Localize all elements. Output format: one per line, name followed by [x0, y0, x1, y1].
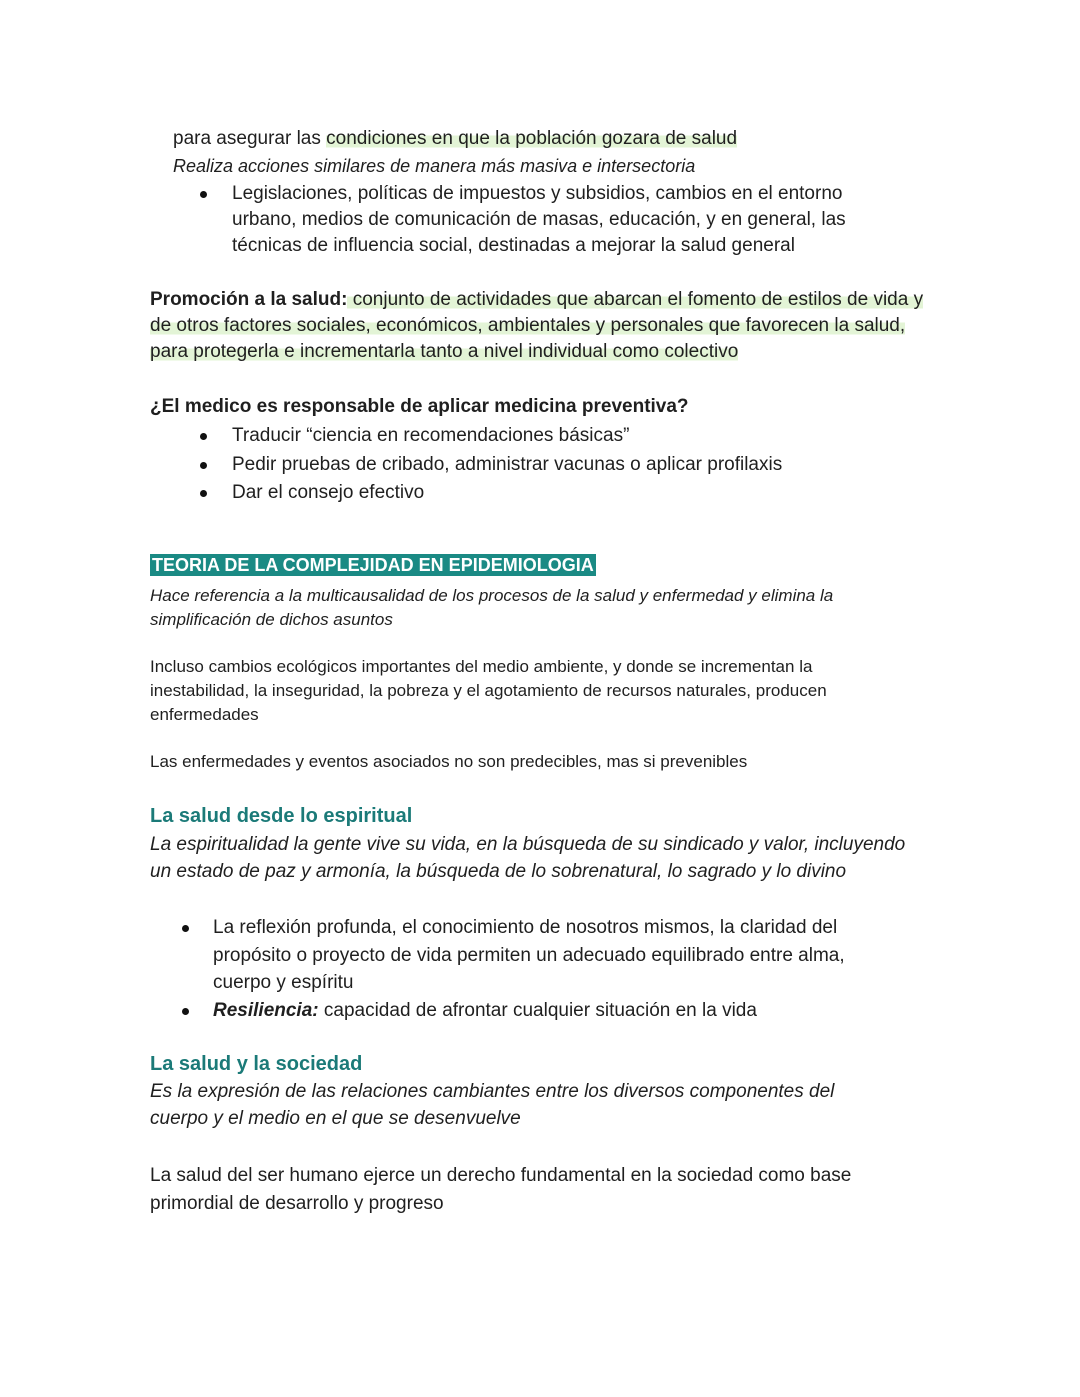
list-item: [182, 914, 902, 997]
complejidad-p2: Incluso cambios ecológicos importantes del medio ambiente, y donde se incrementan la inestabilidad, la inseguridad, la pobreza y el agotamiento de recursos naturales, producen enfermedades: [150, 657, 827, 724]
resiliencia-term: Resiliencia:: [213, 999, 319, 1021]
list-item-text: Pedir pruebas de cribado, administrar vacunas o aplicar profilaxis: [232, 453, 783, 475]
sociedad-text: Es la expresión de las relaciones cambiantes entre los diversos componentes del cuerpo y el medio en el que se desenvuelve: [150, 1081, 835, 1129]
bullet-icon: [182, 925, 189, 932]
espiritual-text: La espiritualidad la gente vive su vida, en la búsqueda de su sindicado y valor, incluyendo un estado de paz y armonía, la búsqueda de lo sobrenatural, lo sagrado y lo divino: [150, 834, 906, 882]
complejidad-p3: Las enfermedades y eventos asociados no son predecibles, mas si prevenibles: [150, 752, 748, 771]
intro-line-1-text: para asegurar las: [173, 128, 327, 149]
list-item: [182, 997, 902, 1025]
list-item: [200, 422, 900, 451]
list-item-text: Legislaciones, políticas de impuestos y subsidios, cambios en el entorno urbano, medios de comunicación de masas, educación, y en general, las técnicas de influencia social, destinadas a mejorar la salud general: [232, 183, 846, 256]
highlighted-phrase: condiciones en que la población gozara de salud: [326, 128, 738, 149]
section-title: TEORIA DE LA COMPLEJIDAD EN EPIDEMIOLOGIA: [152, 555, 594, 575]
espiritual-heading: La salud desde lo espiritual: [150, 805, 413, 827]
intro-line-1: [173, 126, 953, 152]
list-item: [200, 181, 900, 259]
list-item-text: Dar el consejo efectivo: [232, 482, 425, 503]
list-item: [200, 479, 900, 508]
complejidad-p1: Hace referencia a la multicausalidad de los procesos de la salud y enfermedad y elimina la simplificación de dichos asuntos: [150, 586, 834, 629]
intro-bullet-list: [200, 181, 900, 259]
promocion-paragraph: [150, 287, 930, 365]
espiritual-list: [182, 914, 902, 1024]
bullet-icon: [200, 490, 207, 497]
bullet-icon: [200, 462, 207, 469]
list-item-text: Traducir “ciencia en recomendaciones básicas”: [232, 425, 630, 446]
bullet-icon: [200, 191, 207, 198]
list-item: [200, 451, 900, 480]
list-item-text: La reflexión profunda, el conocimiento de nosotros mismos, la claridad del propósito o proyecto de vida permiten un adecuado equilibrado entre alma, cuerpo y espíritu: [213, 917, 845, 993]
bullet-icon: [200, 433, 207, 440]
promocion-term: Promoción a la salud:: [150, 289, 348, 310]
section-title-wrap: [150, 553, 596, 579]
medico-list: [200, 422, 900, 508]
list-item-text: capacidad de afrontar cualquier situación en la vida: [318, 999, 757, 1021]
sociedad-heading: La salud y la sociedad: [150, 1053, 363, 1075]
bullet-icon: [182, 1008, 189, 1015]
sociedad-p2: La salud del ser humano ejerce un derecho fundamental en la sociedad como base primordial de desarrollo y progreso: [150, 1165, 852, 1214]
medico-question: ¿El medico es responsable de aplicar medicina preventiva?: [150, 396, 689, 417]
promocion-definition: conjunto de actividades que abarcan el fomento de estilos de vida y de otros factores sociales, económicos, ambientales y personales que favorecen la salud, para protegerla e incrementarla tanto a nivel individual como colectivo: [150, 289, 924, 362]
intro-line-2: Realiza acciones similares de manera más masiva e intersectoria: [173, 156, 696, 176]
